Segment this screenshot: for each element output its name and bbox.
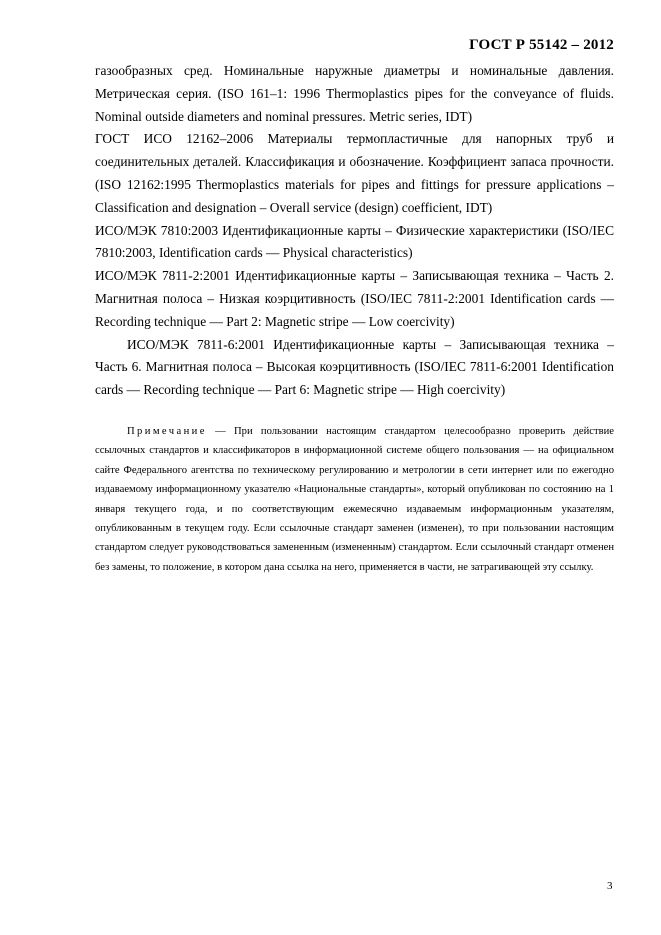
document-header: ГОСТ Р 55142 – 2012 [469, 37, 614, 53]
paragraph-first-line: ИСО/МЭК 7811-6:2001 Идентификационные карты – Записывающая техника – [127, 336, 614, 352]
reference-iso-iec-7811-2: ИСО/МЭК 7811-2:2001 Идентификационные карты – Записывающая техника – Часть 2. Магнитная полоса – Низкая коэрцитивность (ISO/IEC 7811-2:2001 Identification cards — Recording technique — Part 2: Magnetic stripe — Low coercivity) [95, 268, 614, 329]
paragraph-continuation [95, 60, 614, 128]
page-number: 3 [607, 880, 613, 892]
reference-gost-iso-12162: ГОСТ ИСО 12162–2006 Материалы термопластичные для напорных труб и соединительных деталей. Классификация и обозначение. Коэффициент запаса прочности. (ISO 12162:1995 Thermoplastics materials for pipes and fittings for pressure applications – Classification and designation – Overall service (design) coefficient, IDT) [95, 131, 614, 215]
note-block [95, 422, 614, 577]
paragraph-first-line: газообразных сред. Номинальные наружные диаметры и номинальные давления. [95, 63, 614, 78]
note-text: — При пользовании настоящим стандартом целесообразно проверить действие ссылочных стандартов и классификаторов в информационной системе общего пользования — на официальном сайте Федерального агентства по техническому регулированию и метрологии в сети интернет или по ежегодно издаваемому информационному указателю «Национальные стандарты», который опубликован по состоянию на 1 января текущего года, и по соответствующим ежемесячно издаваемым информационным указателям, опубликованным в текущем году. Если ссылочные стандарт заменен (изменен), то при пользовании настоящим стандартом следует руководствоваться замененным (измененным) стандартом. Если ссылочный стандарт отменен без замены, то положение, в котором дана ссылка на него, применяется в части, не затрагивающей эту ссылку. [95, 425, 614, 573]
note-label: Примечание [127, 425, 207, 437]
paragraph-rest: Метрическая серия. (ISO 161–1: 1996 Thermoplastics pipes for the conveyance of fluids. Nominal outside diameters and nominal pressures. Metric series, IDT) [95, 85, 614, 124]
paragraph-rest: Часть 6. Магнитная полоса – Высокая коэрцитивность (ISO/IEC 7811-6:2001 Identification cards — Recording technique — Part 6: Magnetic stripe — High coercivity) [95, 359, 614, 398]
reference-iso-iec-7810: ИСО/МЭК 7810:2003 Идентификационные карты – Физические характеристики (ISO/IEC 7810:2003, Identification cards — Physical characteristics) [95, 222, 614, 261]
document-body [95, 60, 614, 577]
reference-iso-iec-7811-6 [95, 334, 614, 402]
